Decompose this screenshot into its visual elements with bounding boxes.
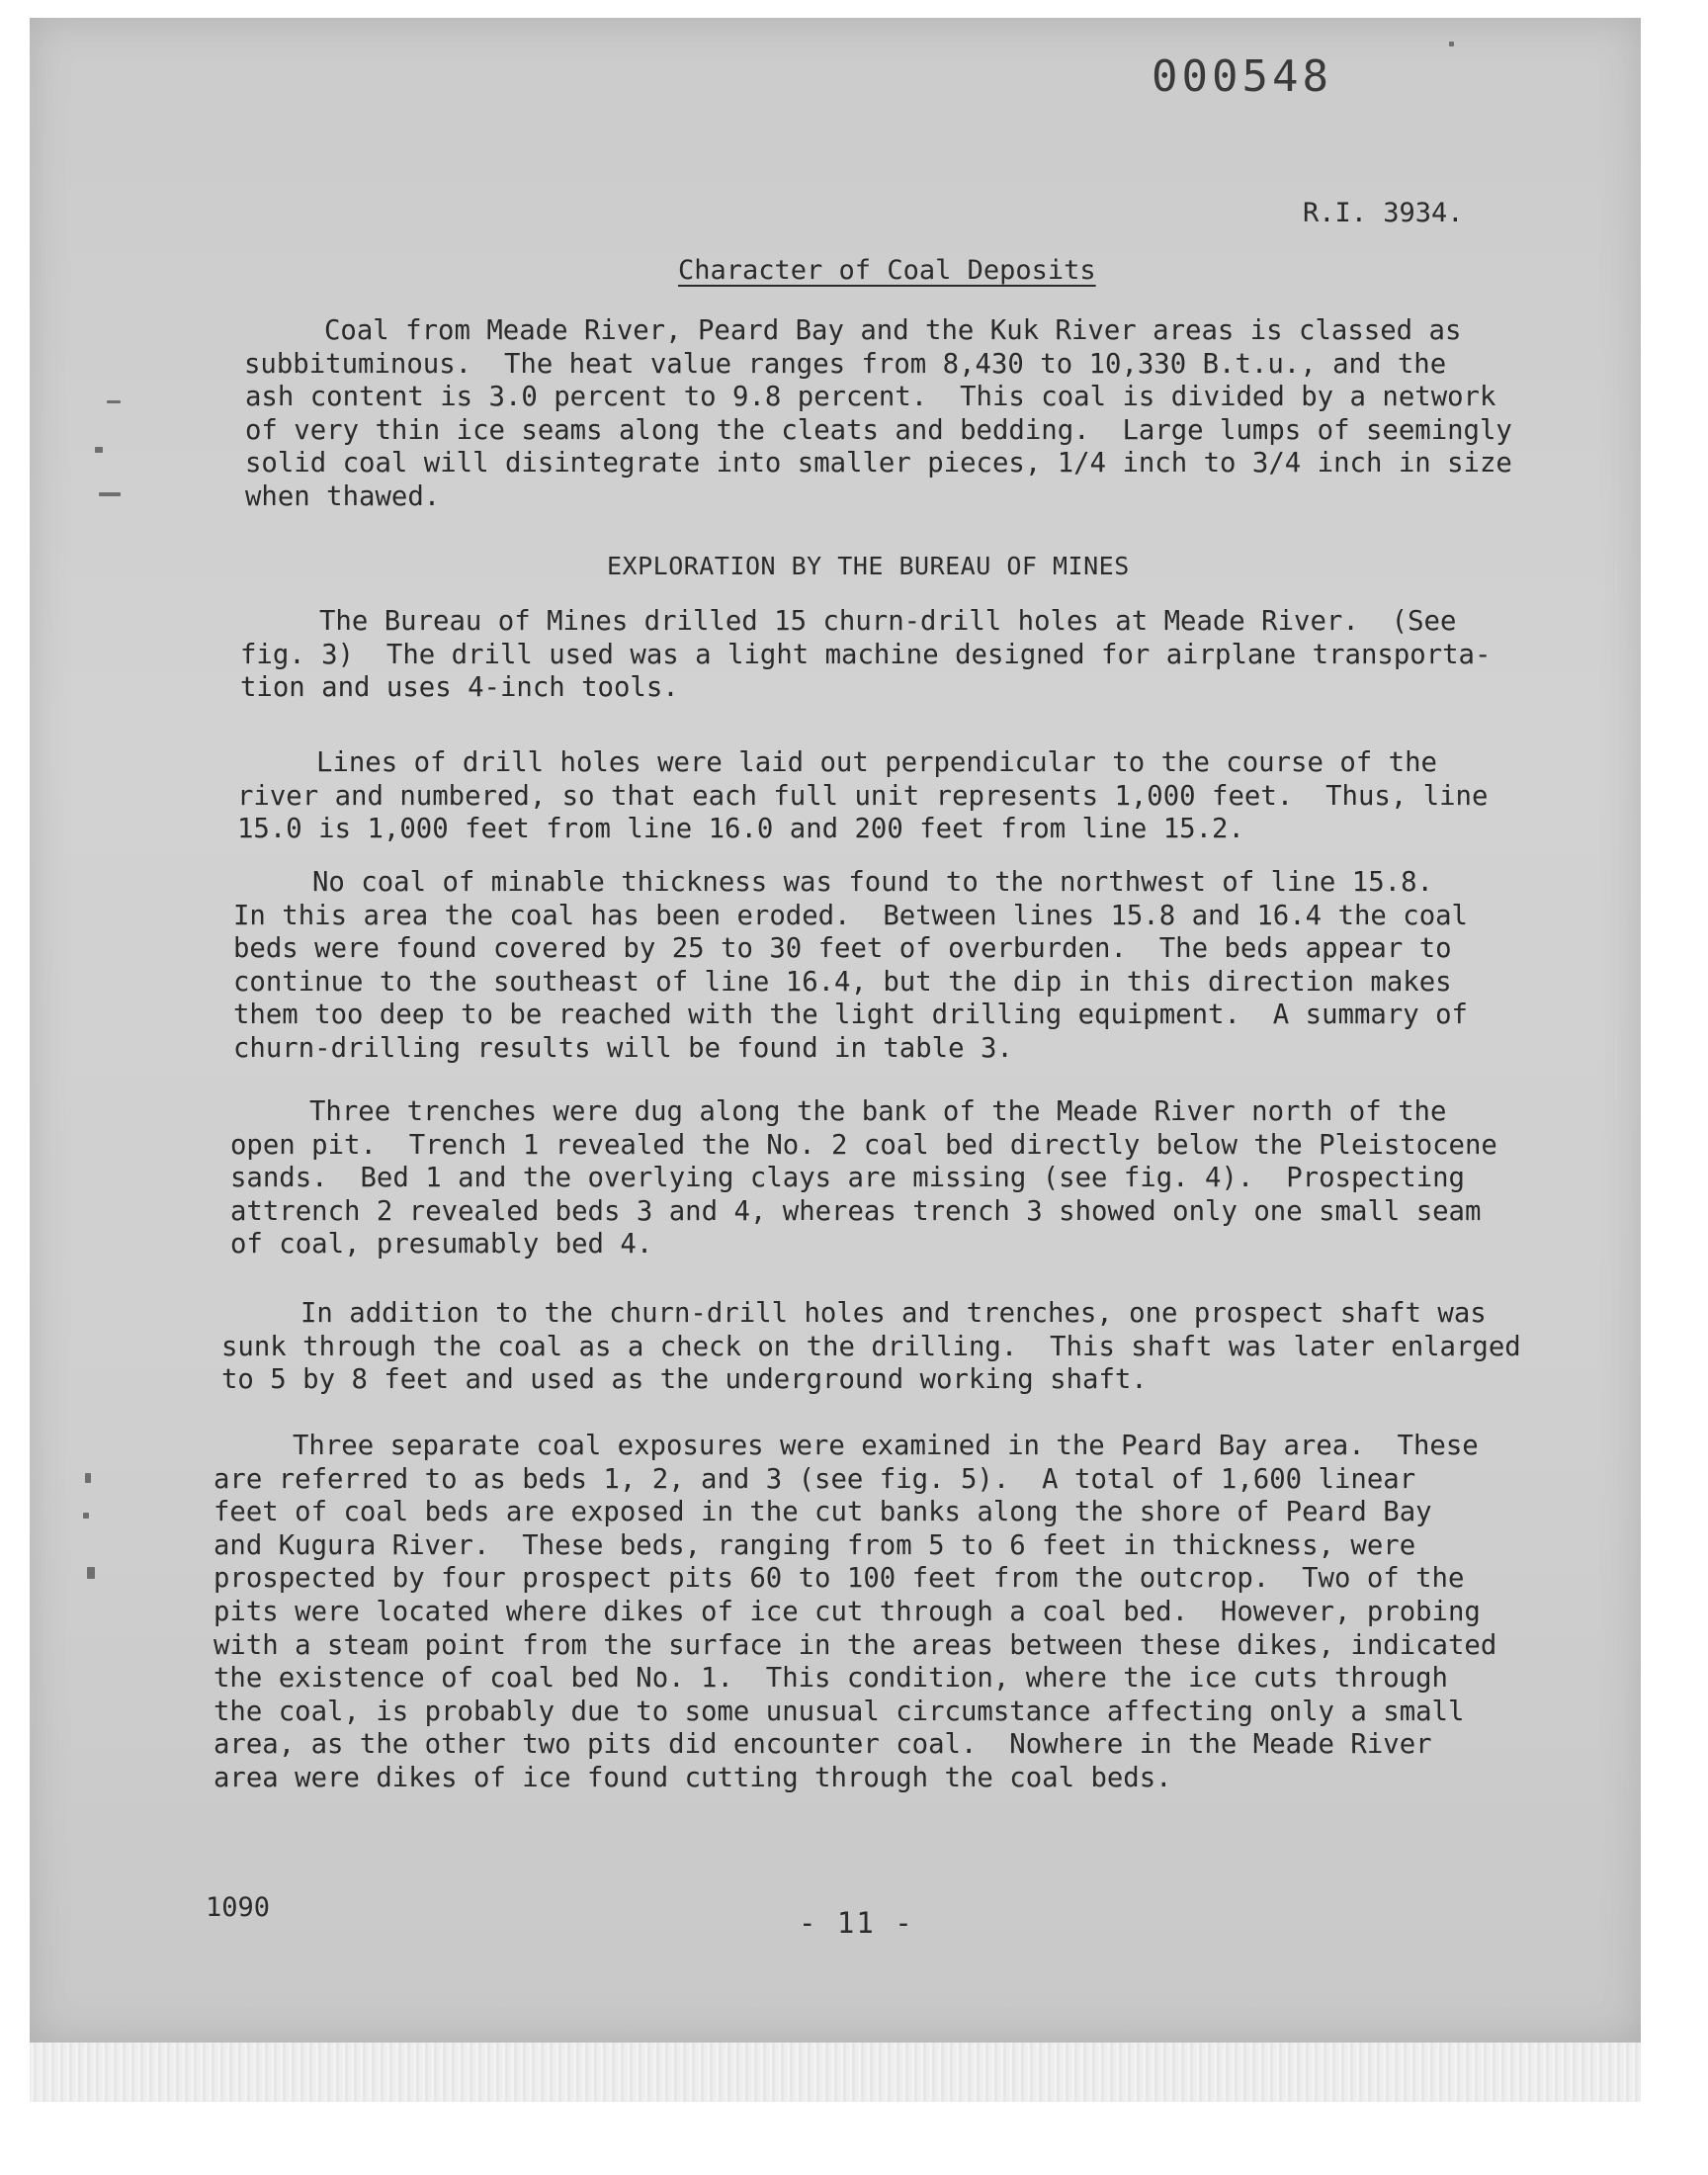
margin-smudge <box>85 1473 91 1483</box>
text-line: The Bureau of Mines drilled 15 churn-drill holes at Meade River. (See <box>319 606 1457 637</box>
text-line: river and numbered, so that each full unit represents 1,000 feet. Thus, line <box>237 780 1489 812</box>
text-line: No coal of minable thickness was found to the northwest of line 15.8. <box>312 867 1433 898</box>
text-line: area were dikes of ice found cutting through the coal beds. <box>214 1762 1172 1793</box>
text-line: sunk through the coal as a check on the drilling. This shaft was later enlarged <box>221 1331 1521 1362</box>
paragraph-coal-character <box>245 314 1512 514</box>
margin-smudge <box>107 400 121 403</box>
paragraph-peard-bay <box>214 1430 1496 1795</box>
margin-smudge <box>99 492 121 496</box>
text-line: fig. 3) The drill used was a light machine designed for airplane transporta- <box>240 639 1492 670</box>
text-line: continue to the southeast of line 16.4, but the dip in this direction makes <box>233 966 1452 998</box>
text-line: of very thin ice seams along the cleats and bedding. Large lumps of seemingly <box>245 414 1512 446</box>
text-line: are referred to as beds 1, 2, and 3 (see fig. 5). A total of 1,600 linear <box>214 1463 1416 1495</box>
paragraph-drilling <box>240 605 1491 705</box>
scanner-edge-strip <box>30 2043 1641 2102</box>
report-number: R.I. 3934. <box>1303 198 1464 228</box>
text-line: to 5 by 8 feet and used as the underground working shaft. <box>221 1364 1148 1396</box>
text-line: Coal from Meade River, Peard Bay and the Kuk River areas is classed as <box>324 315 1462 346</box>
text-line: when thawed. <box>245 480 441 512</box>
text-line: In this area the coal has been eroded. Between lines 15.8 and 16.4 the coal <box>233 900 1468 931</box>
text-line: the existence of coal bed No. 1. This condition, where the ice cuts through <box>214 1663 1448 1695</box>
text-line: the coal, is probably due to some unusual circumstance affecting only a small <box>214 1696 1465 1727</box>
text-line: Three trenches were dug along the bank of the Meade River north of the <box>309 1096 1447 1127</box>
margin-smudge <box>1449 42 1454 46</box>
paragraph-prospect-shaft <box>221 1297 1521 1397</box>
text-line: of coal, presumably bed 4. <box>230 1229 653 1261</box>
text-line: In addition to the churn-drill holes and trenches, one prospect shaft was <box>300 1298 1487 1329</box>
text-line: attrench 2 revealed beds 3 and 4, whereas trench 3 showed only one small seam <box>230 1195 1482 1227</box>
margin-smudge <box>95 447 103 453</box>
text-line: beds were found covered by 25 to 30 feet of overburden. The beds appear to <box>233 933 1452 965</box>
text-line: 15.0 is 1,000 feet from line 16.0 and 200 feet from line 15.2. <box>237 814 1244 845</box>
text-line: pits were located where dikes of ice cut through a coal bed. However, probing <box>214 1596 1481 1627</box>
text-line: Lines of drill holes were laid out perpendicular to the course of the <box>316 747 1437 778</box>
text-line: prospected by four prospect pits 60 to 100 feet from the outcrop. Two of the <box>214 1563 1465 1595</box>
text-line: sands. Bed 1 and the overlying clays are missing (see fig. 4). Prospecting <box>230 1163 1465 1194</box>
margin-smudge <box>83 1513 89 1519</box>
document-number-stamp: 000548 <box>1152 51 1332 102</box>
section-title: Character of Coal Deposits <box>678 255 1096 286</box>
text-line: subbituminous. The heat value ranges from 8,430 to 10,330 B.t.u., and the <box>244 348 1447 380</box>
text-line: Three separate coal exposures were examined in the Peard Bay area. These <box>293 1431 1479 1461</box>
paragraph-minable-thickness <box>233 866 1468 1066</box>
text-line: churn-drilling results will be found in table 3. <box>233 1032 1013 1064</box>
page-number: - 11 - <box>799 1906 914 1940</box>
margin-smudge <box>87 1567 95 1579</box>
paragraph-trenches <box>230 1095 1497 1262</box>
text-line: them too deep to be reached with the light drilling equipment. A summary of <box>233 1000 1468 1031</box>
text-line: ash content is 3.0 percent to 9.8 percent. This coal is divided by a network <box>245 382 1496 413</box>
exploration-heading: EXPLORATION BY THE BUREAU OF MINES <box>607 552 1130 580</box>
text-line: area, as the other two pits did encounter coal. Nowhere in the Meade River <box>214 1729 1432 1761</box>
text-line: solid coal will disintegrate into smaller pieces, 1/4 inch to 3/4 inch in size <box>245 448 1512 479</box>
paragraph-drill-lines <box>237 746 1488 846</box>
text-line: with a steam point from the surface in the areas between these dikes, indicated <box>214 1629 1497 1661</box>
text-line: tion and uses 4-inch tools. <box>240 672 679 704</box>
text-line: and Kugura River. These beds, ranging from 5 to 6 feet in thickness, were <box>214 1529 1416 1561</box>
typist-code: 1090 <box>206 1892 271 1923</box>
text-line: feet of coal beds are exposed in the cut banks along the shore of Peard Bay <box>214 1497 1432 1528</box>
text-line: open pit. Trench 1 revealed the No. 2 coal bed directly below the Pleistocene <box>230 1129 1497 1161</box>
